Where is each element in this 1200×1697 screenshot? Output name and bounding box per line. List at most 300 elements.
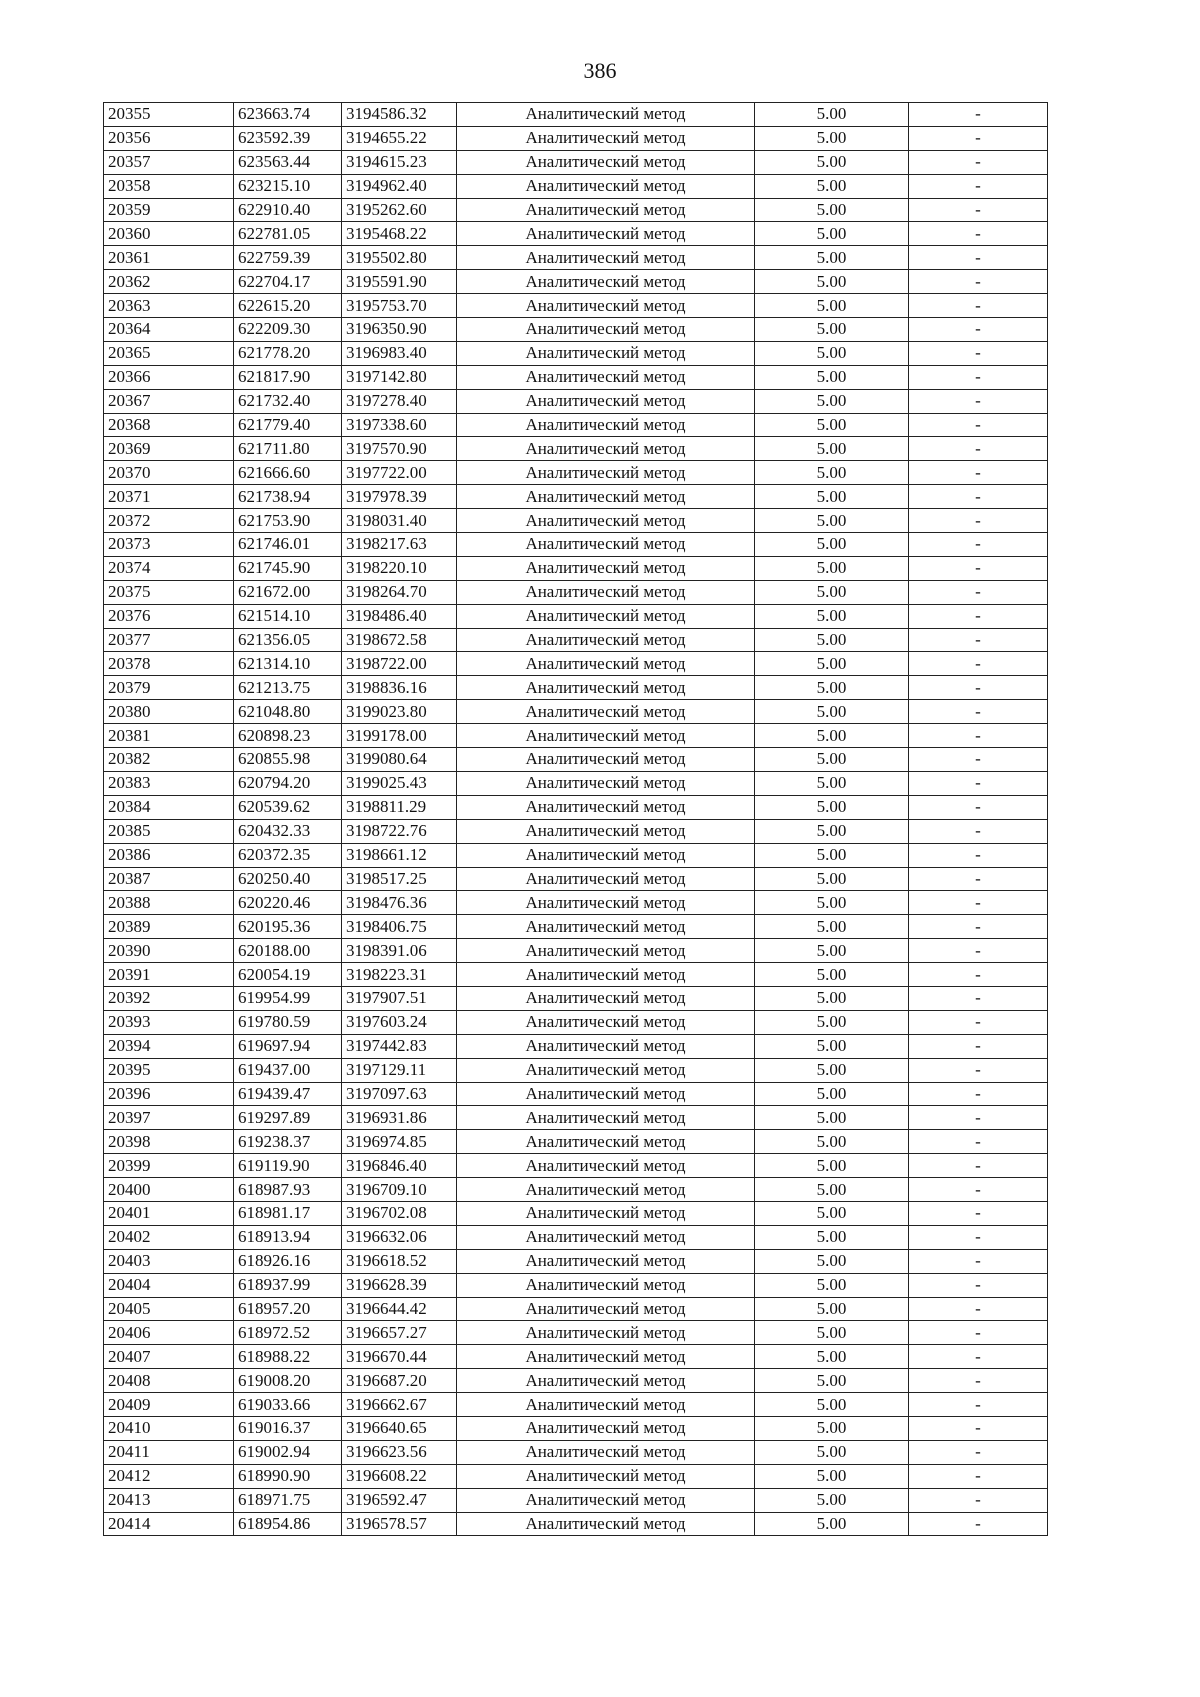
method-cell: Аналитический метод <box>457 509 755 533</box>
table-row <box>104 174 1048 198</box>
method-cell: Аналитический метод <box>457 150 755 174</box>
y-coordinate-cell: 3196644.42 <box>342 1297 457 1321</box>
method-cell: Аналитический метод <box>457 795 755 819</box>
y-coordinate-cell: 3196670.44 <box>342 1345 457 1369</box>
coordinates-table <box>103 102 1048 1536</box>
accuracy-cell: 5.00 <box>755 1106 909 1130</box>
accuracy-cell: 5.00 <box>755 915 909 939</box>
table-row <box>104 341 1048 365</box>
y-coordinate-cell: 3196618.52 <box>342 1249 457 1273</box>
method-cell: Аналитический метод <box>457 652 755 676</box>
x-coordinate-cell: 618957.20 <box>234 1297 342 1321</box>
point-number-cell: 20360 <box>104 222 234 246</box>
accuracy-cell: 5.00 <box>755 341 909 365</box>
accuracy-cell: 5.00 <box>755 1393 909 1417</box>
point-number-cell: 20369 <box>104 437 234 461</box>
note-cell: - <box>909 819 1048 843</box>
table-row <box>104 1225 1048 1249</box>
note-cell: - <box>909 1416 1048 1440</box>
table-row <box>104 1345 1048 1369</box>
x-coordinate-cell: 622759.39 <box>234 246 342 270</box>
y-coordinate-cell: 3198486.40 <box>342 604 457 628</box>
point-number-cell: 20410 <box>104 1416 234 1440</box>
y-coordinate-cell: 3198220.10 <box>342 556 457 580</box>
accuracy-cell: 5.00 <box>755 222 909 246</box>
accuracy-cell: 5.00 <box>755 126 909 150</box>
accuracy-cell: 5.00 <box>755 795 909 819</box>
y-coordinate-cell: 3199025.43 <box>342 771 457 795</box>
y-coordinate-cell: 3197907.51 <box>342 986 457 1010</box>
accuracy-cell: 5.00 <box>755 1416 909 1440</box>
table-row <box>104 1010 1048 1034</box>
method-cell: Аналитический метод <box>457 533 755 557</box>
accuracy-cell: 5.00 <box>755 150 909 174</box>
x-coordinate-cell: 620898.23 <box>234 724 342 748</box>
method-cell: Аналитический метод <box>457 1010 755 1034</box>
point-number-cell: 20377 <box>104 628 234 652</box>
x-coordinate-cell: 622781.05 <box>234 222 342 246</box>
y-coordinate-cell: 3196931.86 <box>342 1106 457 1130</box>
method-cell: Аналитический метод <box>457 1512 755 1536</box>
y-coordinate-cell: 3197097.63 <box>342 1082 457 1106</box>
y-coordinate-cell: 3194586.32 <box>342 103 457 127</box>
x-coordinate-cell: 620794.20 <box>234 771 342 795</box>
accuracy-cell: 5.00 <box>755 724 909 748</box>
note-cell: - <box>909 270 1048 294</box>
method-cell: Аналитический метод <box>457 246 755 270</box>
point-number-cell: 20383 <box>104 771 234 795</box>
method-cell: Аналитический метод <box>457 461 755 485</box>
page-number: 386 <box>583 58 617 83</box>
method-cell: Аналитический метод <box>457 1345 755 1369</box>
point-number-cell: 20382 <box>104 748 234 772</box>
method-cell: Аналитический метод <box>457 819 755 843</box>
method-cell: Аналитический метод <box>457 365 755 389</box>
note-cell: - <box>909 174 1048 198</box>
method-cell: Аналитический метод <box>457 1034 755 1058</box>
accuracy-cell: 5.00 <box>755 485 909 509</box>
table-row <box>104 270 1048 294</box>
table-row <box>104 748 1048 772</box>
note-cell: - <box>909 1393 1048 1417</box>
table-row <box>104 222 1048 246</box>
x-coordinate-cell: 619780.59 <box>234 1010 342 1034</box>
point-number-cell: 20379 <box>104 676 234 700</box>
table-row <box>104 939 1048 963</box>
method-cell: Аналитический метод <box>457 1464 755 1488</box>
y-coordinate-cell: 3195502.80 <box>342 246 457 270</box>
accuracy-cell: 5.00 <box>755 1345 909 1369</box>
y-coordinate-cell: 3198836.16 <box>342 676 457 700</box>
note-cell: - <box>909 150 1048 174</box>
table-row <box>104 1321 1048 1345</box>
method-cell: Аналитический метод <box>457 1058 755 1082</box>
point-number-cell: 20413 <box>104 1488 234 1512</box>
point-number-cell: 20402 <box>104 1225 234 1249</box>
point-number-cell: 20403 <box>104 1249 234 1273</box>
table-row <box>104 700 1048 724</box>
point-number-cell: 20380 <box>104 700 234 724</box>
x-coordinate-cell: 618913.94 <box>234 1225 342 1249</box>
note-cell: - <box>909 509 1048 533</box>
note-cell: - <box>909 1464 1048 1488</box>
note-cell: - <box>909 1488 1048 1512</box>
y-coordinate-cell: 3196974.85 <box>342 1130 457 1154</box>
x-coordinate-cell: 621746.01 <box>234 533 342 557</box>
x-coordinate-cell: 619954.99 <box>234 986 342 1010</box>
x-coordinate-cell: 619016.37 <box>234 1416 342 1440</box>
table-row <box>104 126 1048 150</box>
note-cell: - <box>909 103 1048 127</box>
table-row <box>104 1488 1048 1512</box>
method-cell: Аналитический метод <box>457 1178 755 1202</box>
point-number-cell: 20359 <box>104 198 234 222</box>
table-row <box>104 1201 1048 1225</box>
accuracy-cell: 5.00 <box>755 1225 909 1249</box>
accuracy-cell: 5.00 <box>755 580 909 604</box>
y-coordinate-cell: 3198672.58 <box>342 628 457 652</box>
table-row <box>104 986 1048 1010</box>
point-number-cell: 20391 <box>104 963 234 987</box>
note-cell: - <box>909 318 1048 342</box>
y-coordinate-cell: 3195468.22 <box>342 222 457 246</box>
y-coordinate-cell: 3196628.39 <box>342 1273 457 1297</box>
y-coordinate-cell: 3196709.10 <box>342 1178 457 1202</box>
accuracy-cell: 5.00 <box>755 628 909 652</box>
method-cell: Аналитический метод <box>457 485 755 509</box>
note-cell: - <box>909 1345 1048 1369</box>
method-cell: Аналитический метод <box>457 963 755 987</box>
table-row <box>104 915 1048 939</box>
table-row <box>104 1130 1048 1154</box>
method-cell: Аналитический метод <box>457 1416 755 1440</box>
point-number-cell: 20370 <box>104 461 234 485</box>
x-coordinate-cell: 618937.99 <box>234 1273 342 1297</box>
method-cell: Аналитический метод <box>457 556 755 580</box>
accuracy-cell: 5.00 <box>755 1201 909 1225</box>
accuracy-cell: 5.00 <box>755 1321 909 1345</box>
x-coordinate-cell: 618988.22 <box>234 1345 342 1369</box>
accuracy-cell: 5.00 <box>755 365 909 389</box>
note-cell: - <box>909 198 1048 222</box>
method-cell: Аналитический метод <box>457 843 755 867</box>
y-coordinate-cell: 3198722.76 <box>342 819 457 843</box>
accuracy-cell: 5.00 <box>755 461 909 485</box>
y-coordinate-cell: 3197978.39 <box>342 485 457 509</box>
point-number-cell: 20367 <box>104 389 234 413</box>
accuracy-cell: 5.00 <box>755 533 909 557</box>
y-coordinate-cell: 3196608.22 <box>342 1464 457 1488</box>
table-row <box>104 676 1048 700</box>
method-cell: Аналитический метод <box>457 1106 755 1130</box>
method-cell: Аналитический метод <box>457 1082 755 1106</box>
point-number-cell: 20398 <box>104 1130 234 1154</box>
method-cell: Аналитический метод <box>457 676 755 700</box>
x-coordinate-cell: 620220.46 <box>234 891 342 915</box>
note-cell: - <box>909 628 1048 652</box>
method-cell: Аналитический метод <box>457 724 755 748</box>
x-coordinate-cell: 619437.00 <box>234 1058 342 1082</box>
point-number-cell: 20393 <box>104 1010 234 1034</box>
y-coordinate-cell: 3196350.90 <box>342 318 457 342</box>
accuracy-cell: 5.00 <box>755 1034 909 1058</box>
method-cell: Аналитический метод <box>457 294 755 318</box>
note-cell: - <box>909 341 1048 365</box>
table-row <box>104 485 1048 509</box>
table-row <box>104 1393 1048 1417</box>
y-coordinate-cell: 3195753.70 <box>342 294 457 318</box>
point-number-cell: 20381 <box>104 724 234 748</box>
note-cell: - <box>909 939 1048 963</box>
method-cell: Аналитический метод <box>457 198 755 222</box>
point-number-cell: 20414 <box>104 1512 234 1536</box>
note-cell: - <box>909 294 1048 318</box>
y-coordinate-cell: 3194615.23 <box>342 150 457 174</box>
method-cell: Аналитический метод <box>457 604 755 628</box>
table-row <box>104 843 1048 867</box>
table-row <box>104 1249 1048 1273</box>
table-row <box>104 1297 1048 1321</box>
note-cell: - <box>909 485 1048 509</box>
point-number-cell: 20366 <box>104 365 234 389</box>
method-cell: Аналитический метод <box>457 270 755 294</box>
method-cell: Аналитический метод <box>457 318 755 342</box>
y-coordinate-cell: 3198264.70 <box>342 580 457 604</box>
table-row <box>104 771 1048 795</box>
y-coordinate-cell: 3199023.80 <box>342 700 457 724</box>
accuracy-cell: 5.00 <box>755 1130 909 1154</box>
point-number-cell: 20373 <box>104 533 234 557</box>
x-coordinate-cell: 621213.75 <box>234 676 342 700</box>
accuracy-cell: 5.00 <box>755 891 909 915</box>
accuracy-cell: 5.00 <box>755 1464 909 1488</box>
method-cell: Аналитический метод <box>457 413 755 437</box>
x-coordinate-cell: 619439.47 <box>234 1082 342 1106</box>
x-coordinate-cell: 621048.80 <box>234 700 342 724</box>
table-row <box>104 1440 1048 1464</box>
accuracy-cell: 5.00 <box>755 318 909 342</box>
table-row <box>104 461 1048 485</box>
note-cell: - <box>909 556 1048 580</box>
accuracy-cell: 5.00 <box>755 437 909 461</box>
table-row <box>104 1464 1048 1488</box>
table-row <box>104 365 1048 389</box>
point-number-cell: 20389 <box>104 915 234 939</box>
note-cell: - <box>909 724 1048 748</box>
note-cell: - <box>909 748 1048 772</box>
y-coordinate-cell: 3196578.57 <box>342 1512 457 1536</box>
x-coordinate-cell: 620195.36 <box>234 915 342 939</box>
point-number-cell: 20412 <box>104 1464 234 1488</box>
note-cell: - <box>909 1058 1048 1082</box>
point-number-cell: 20397 <box>104 1106 234 1130</box>
point-number-cell: 20409 <box>104 1393 234 1417</box>
note-cell: - <box>909 533 1048 557</box>
table-row <box>104 556 1048 580</box>
x-coordinate-cell: 623663.74 <box>234 103 342 127</box>
point-number-cell: 20387 <box>104 867 234 891</box>
table-row <box>104 1082 1048 1106</box>
table-row <box>104 724 1048 748</box>
note-cell: - <box>909 795 1048 819</box>
y-coordinate-cell: 3198391.06 <box>342 939 457 963</box>
note-cell: - <box>909 891 1048 915</box>
method-cell: Аналитический метод <box>457 1273 755 1297</box>
note-cell: - <box>909 461 1048 485</box>
x-coordinate-cell: 621514.10 <box>234 604 342 628</box>
accuracy-cell: 5.00 <box>755 270 909 294</box>
table-row <box>104 389 1048 413</box>
note-cell: - <box>909 389 1048 413</box>
note-cell: - <box>909 365 1048 389</box>
table-row <box>104 103 1048 127</box>
table-row <box>104 1058 1048 1082</box>
x-coordinate-cell: 621779.40 <box>234 413 342 437</box>
table-row <box>104 509 1048 533</box>
table-row <box>104 1178 1048 1202</box>
accuracy-cell: 5.00 <box>755 1082 909 1106</box>
note-cell: - <box>909 771 1048 795</box>
x-coordinate-cell: 618926.16 <box>234 1249 342 1273</box>
y-coordinate-cell: 3196592.47 <box>342 1488 457 1512</box>
accuracy-cell: 5.00 <box>755 1010 909 1034</box>
accuracy-cell: 5.00 <box>755 676 909 700</box>
note-cell: - <box>909 1321 1048 1345</box>
x-coordinate-cell: 621778.20 <box>234 341 342 365</box>
x-coordinate-cell: 619033.66 <box>234 1393 342 1417</box>
point-number-cell: 20396 <box>104 1082 234 1106</box>
accuracy-cell: 5.00 <box>755 1369 909 1393</box>
point-number-cell: 20365 <box>104 341 234 365</box>
accuracy-cell: 5.00 <box>755 748 909 772</box>
x-coordinate-cell: 622209.30 <box>234 318 342 342</box>
x-coordinate-cell: 623563.44 <box>234 150 342 174</box>
note-cell: - <box>909 1440 1048 1464</box>
x-coordinate-cell: 621672.00 <box>234 580 342 604</box>
point-number-cell: 20374 <box>104 556 234 580</box>
method-cell: Аналитический метод <box>457 1488 755 1512</box>
note-cell: - <box>909 126 1048 150</box>
accuracy-cell: 5.00 <box>755 1273 909 1297</box>
x-coordinate-cell: 619002.94 <box>234 1440 342 1464</box>
y-coordinate-cell: 3197129.11 <box>342 1058 457 1082</box>
method-cell: Аналитический метод <box>457 1249 755 1273</box>
y-coordinate-cell: 3196687.20 <box>342 1369 457 1393</box>
note-cell: - <box>909 1010 1048 1034</box>
x-coordinate-cell: 621356.05 <box>234 628 342 652</box>
accuracy-cell: 5.00 <box>755 963 909 987</box>
method-cell: Аналитический метод <box>457 748 755 772</box>
accuracy-cell: 5.00 <box>755 867 909 891</box>
method-cell: Аналитический метод <box>457 771 755 795</box>
x-coordinate-cell: 620188.00 <box>234 939 342 963</box>
x-coordinate-cell: 623592.39 <box>234 126 342 150</box>
note-cell: - <box>909 1106 1048 1130</box>
note-cell: - <box>909 700 1048 724</box>
accuracy-cell: 5.00 <box>755 103 909 127</box>
point-number-cell: 20405 <box>104 1297 234 1321</box>
note-cell: - <box>909 963 1048 987</box>
method-cell: Аналитический метод <box>457 437 755 461</box>
method-cell: Аналитический метод <box>457 986 755 1010</box>
point-number-cell: 20408 <box>104 1369 234 1393</box>
accuracy-cell: 5.00 <box>755 939 909 963</box>
accuracy-cell: 5.00 <box>755 1440 909 1464</box>
y-coordinate-cell: 3196662.67 <box>342 1393 457 1417</box>
table-row <box>104 150 1048 174</box>
point-number-cell: 20395 <box>104 1058 234 1082</box>
y-coordinate-cell: 3198811.29 <box>342 795 457 819</box>
accuracy-cell: 5.00 <box>755 819 909 843</box>
table-row <box>104 580 1048 604</box>
note-cell: - <box>909 1249 1048 1273</box>
y-coordinate-cell: 3199178.00 <box>342 724 457 748</box>
method-cell: Аналитический метод <box>457 1369 755 1393</box>
note-cell: - <box>909 604 1048 628</box>
accuracy-cell: 5.00 <box>755 509 909 533</box>
method-cell: Аналитический метод <box>457 867 755 891</box>
note-cell: - <box>909 843 1048 867</box>
y-coordinate-cell: 3197570.90 <box>342 437 457 461</box>
method-cell: Аналитический метод <box>457 1297 755 1321</box>
y-coordinate-cell: 3196640.65 <box>342 1416 457 1440</box>
table-row <box>104 1273 1048 1297</box>
point-number-cell: 20399 <box>104 1154 234 1178</box>
table-row <box>104 891 1048 915</box>
accuracy-cell: 5.00 <box>755 246 909 270</box>
x-coordinate-cell: 619119.90 <box>234 1154 342 1178</box>
point-number-cell: 20400 <box>104 1178 234 1202</box>
accuracy-cell: 5.00 <box>755 1488 909 1512</box>
point-number-cell: 20368 <box>104 413 234 437</box>
y-coordinate-cell: 3198517.25 <box>342 867 457 891</box>
accuracy-cell: 5.00 <box>755 389 909 413</box>
note-cell: - <box>909 1130 1048 1154</box>
y-coordinate-cell: 3198661.12 <box>342 843 457 867</box>
accuracy-cell: 5.00 <box>755 700 909 724</box>
method-cell: Аналитический метод <box>457 222 755 246</box>
table-row <box>104 819 1048 843</box>
x-coordinate-cell: 618972.52 <box>234 1321 342 1345</box>
y-coordinate-cell: 3198406.75 <box>342 915 457 939</box>
x-coordinate-cell: 620432.33 <box>234 819 342 843</box>
method-cell: Аналитический метод <box>457 700 755 724</box>
point-number-cell: 20371 <box>104 485 234 509</box>
y-coordinate-cell: 3198476.36 <box>342 891 457 915</box>
table-row <box>104 246 1048 270</box>
point-number-cell: 20355 <box>104 103 234 127</box>
accuracy-cell: 5.00 <box>755 1058 909 1082</box>
accuracy-cell: 5.00 <box>755 1512 909 1536</box>
table-row <box>104 413 1048 437</box>
table-row <box>104 1034 1048 1058</box>
note-cell: - <box>909 867 1048 891</box>
coordinates-table-body <box>104 103 1048 1536</box>
point-number-cell: 20376 <box>104 604 234 628</box>
method-cell: Аналитический метод <box>457 103 755 127</box>
y-coordinate-cell: 3197142.80 <box>342 365 457 389</box>
accuracy-cell: 5.00 <box>755 198 909 222</box>
x-coordinate-cell: 620250.40 <box>234 867 342 891</box>
point-number-cell: 20364 <box>104 318 234 342</box>
method-cell: Аналитический метод <box>457 939 755 963</box>
accuracy-cell: 5.00 <box>755 604 909 628</box>
y-coordinate-cell: 3196632.06 <box>342 1225 457 1249</box>
y-coordinate-cell: 3199080.64 <box>342 748 457 772</box>
x-coordinate-cell: 623215.10 <box>234 174 342 198</box>
y-coordinate-cell: 3198722.00 <box>342 652 457 676</box>
note-cell: - <box>909 1154 1048 1178</box>
